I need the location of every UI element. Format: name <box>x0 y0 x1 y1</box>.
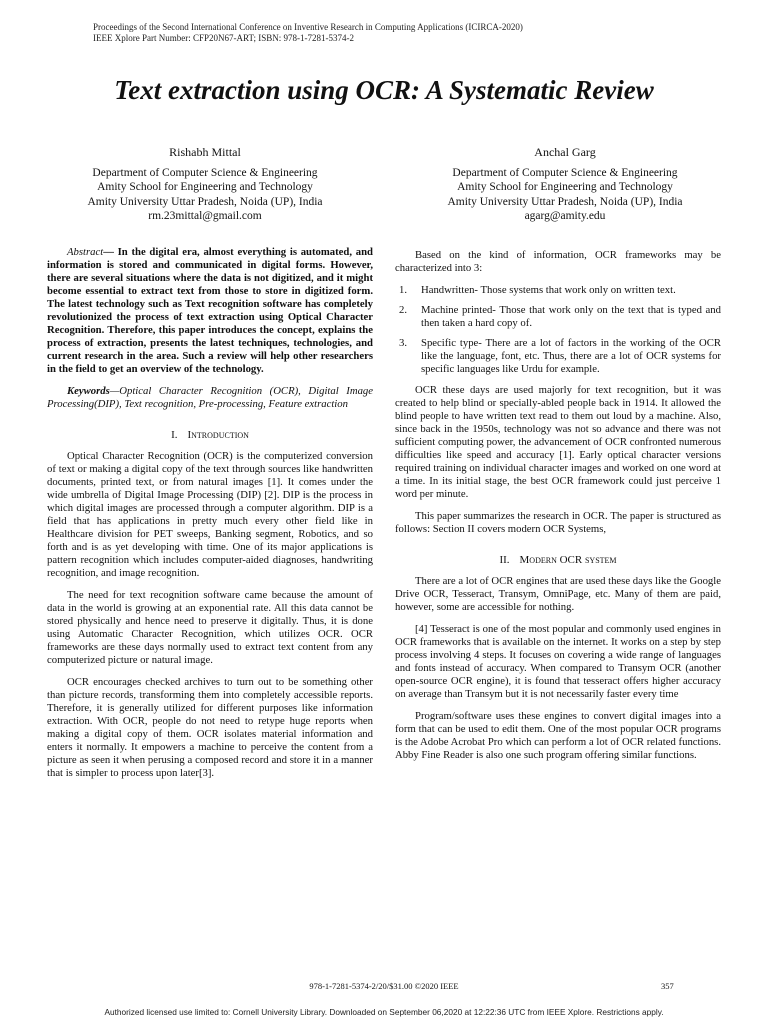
author-university: Amity University Uttar Pradesh, Noida (UP), India <box>447 195 683 208</box>
list-item: 3. Specific type- There are a lot of factors in the working of the OCR like the language, font, etc. Thus, there are a lot of OCR systems for specific languages like Urdu for example. <box>399 337 721 375</box>
license-notice: Authorized licensed use limited to: Cornell University Library. Downloaded on September 06,2020 at 12:22:36 UTC from IEEE Xplore. Restrictions apply. <box>104 1007 664 1017</box>
section-heading-introduction: I. Introduction <box>171 429 249 441</box>
ocr-types-list <box>395 284 721 376</box>
paragraph: There are a lot of OCR engines that are used these days like the Google Drive OCR, Tesseract, Transym, OmniPage, etc. Many of them are paid, however, some are accessible for nothing. <box>395 575 721 613</box>
paragraph: OCR encourages checked archives to turn out to be something other than picture records, transforming them into completely accessible reports. Therefore, it is generally utilized for different purposes like information extraction. With OCR, people do not need to retype huge reports when making a digital copy of them. OCR isolates material information and enters it normally. It empowers a machine to perceive the content from a picture as seen it when perusing a composed record and store it in a manner that is simpler to process upon later[3]. <box>47 676 373 779</box>
copyright-footer: 978-1-7281-5374-2/20/$31.00 ©2020 IEEE <box>309 981 459 991</box>
author-block-2 <box>420 145 710 224</box>
section-heading-modern-ocr: II. Modern OCR system <box>499 554 617 566</box>
keywords-text: —Optical Character Recognition (OCR), Digital Image Processing(DIP), Text recognition, Pre-processing, Feature extraction <box>47 385 373 410</box>
author-email: rm.23mittal@gmail.com <box>148 210 262 223</box>
keywords <box>47 385 373 411</box>
left-column <box>47 246 373 789</box>
author-name: Rishabh Mittal <box>169 145 241 159</box>
keywords-lead: Keywords <box>67 385 110 397</box>
paragraph: Program/software uses these engines to convert digital images into a form that can be used to edit them. One of the most popular OCR programs is the Adobe Acrobat Pro which can perform a lot of OCR related functions. Abby Fine Reader is also one such program offering similar functions. <box>395 710 721 761</box>
paragraph: OCR these days are used majorly for text recognition, but it was created to help blind or specially-abled people back in 1914. It allowed the blind people to have written text read to them out loud by a machine. Also, since back in the 1950s, technology was not so advance and there was not sufficient computing power, the advancement of OCR confronted numerous difficulties like speed and accuracy [1]. Early optical character versions required training on individual character images and worked on one word at a time. In its initial stage, the best OCR framework could just perceive 1 word per minute. <box>395 384 721 500</box>
paragraph: [4] Tesseract is one of the most popular and commonly used engines in OCR frameworks that is available on the internet. It works on a step by step process involving 4 steps. It focuses on covering a wide range of languages and fonts instead of accuracy. When compared to Transym OCR (another open-source OCR engine), it is found that tesseract offers higher accuracy on average than Transym but it is not necessarily faster every time <box>395 623 721 700</box>
author-name: Anchal Garg <box>534 145 596 159</box>
paragraph: This paper summarizes the research in OCR. The paper is structured as follows: Section II covers modern OCR Systems, <box>395 510 721 535</box>
author-block-1 <box>60 145 350 224</box>
page-number: 357 <box>661 981 674 991</box>
isbn-header: IEEE Xplore Part Number: CFP20N67-ART; ISBN: 978-1-7281-5374-2 <box>93 33 354 43</box>
abstract-text: — In the digital era, almost everything is automated, and information is stored and communicated in digital forms. However, there are several situations where the data is not digitized, and it might become essential to extract text from those to store in digitized form. The latest technology such as Text recognition software has completely revolutionized the process of text extraction using Optical Character Recognition. Therefore, this paper introduces the concept, explains the process of extraction, presents the latest techniques, technologies, and current research in the area. Such a review will help other researchers in the field to get an overview of the technology. <box>47 246 373 375</box>
list-item: 1. Handwritten- Those systems that work only on written text. <box>399 284 676 296</box>
paragraph: Optical Character Recognition (OCR) is the computerized conversion of text or making a digital copy of the text through sources like handwritten documents, printed text, or from natural images [1]. It comes under the wide umbrella of Digital Image Processing (DIP) [2]. DIP is the process in which digital images are processed through a computer algorithm. DIP is a field that has applications in pretty much every other field like in Healthcare division for PET sweeps, Banking segment, Robotics, and so forth and is as yet developing with time. One of its major applications is pattern recognition which includes computer-aided diagnoses, handwriting recognition, and image recognition. <box>47 450 373 579</box>
author-school: Amity School for Engineering and Technology <box>457 181 673 194</box>
list-item: 2. Machine printed- Those that work only on the text that is typed and then taken a hard copy of. <box>399 304 721 329</box>
right-column <box>395 249 721 771</box>
author-department: Department of Computer Science & Engineering <box>452 166 678 179</box>
author-email: agarg@amity.edu <box>524 210 606 223</box>
author-school: Amity School for Engineering and Technology <box>97 181 313 194</box>
conference-header: Proceedings of the Second International Conference on Inventive Research in Computing Applications (ICIRCA-2020) <box>93 22 523 32</box>
paragraph: The need for text recognition software came because the amount of data in the world is growing at an exponential rate. All this data cannot be stored physically and hence need to preserve it digitally. Thus, it is done using Automatic Character Recognition, which utilizes OCR. OCR frameworks are these days normally used to extract text content from any computerized picture or natural image. <box>47 589 373 666</box>
paper-title: Text extraction using OCR: A Systematic Review <box>114 75 654 105</box>
abstract-lead: Abstract <box>67 246 104 258</box>
abstract <box>47 246 373 376</box>
author-university: Amity University Uttar Pradesh, Noida (UP), India <box>87 195 323 208</box>
paragraph: Based on the kind of information, OCR frameworks may be characterized into 3: <box>395 249 721 274</box>
author-department: Department of Computer Science & Engineering <box>92 166 318 179</box>
